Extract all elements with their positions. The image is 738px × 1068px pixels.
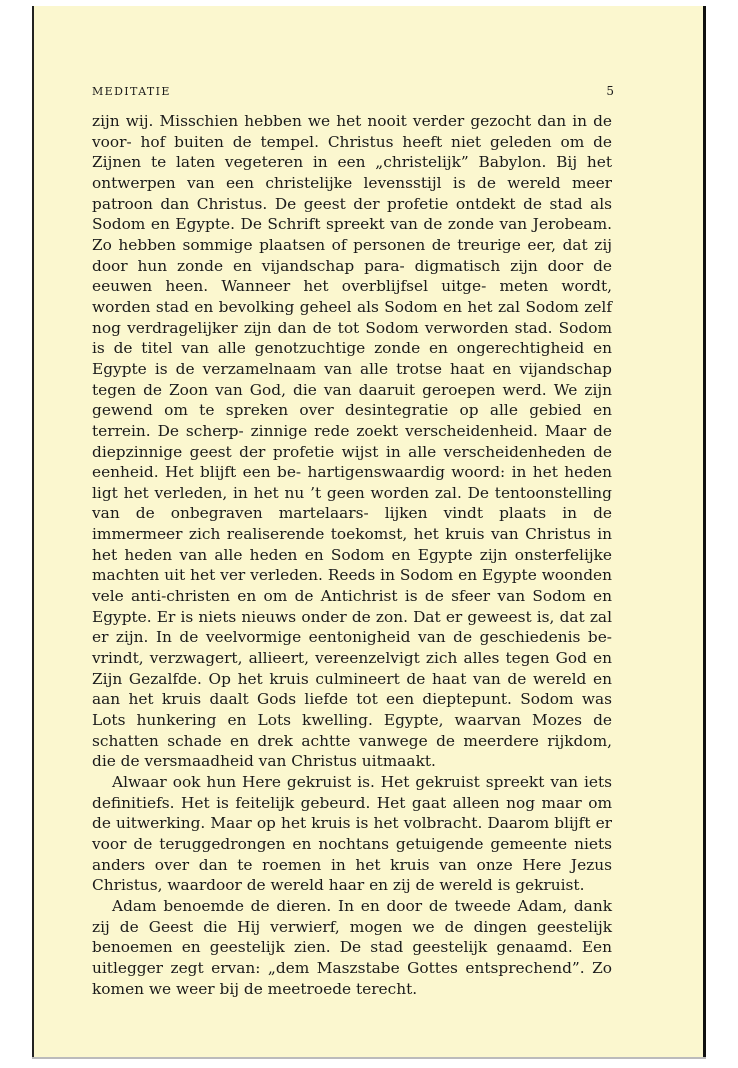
body-text (92, 111, 612, 999)
paragraph-2: Alwaar ook hun Here gekruist is. Het gekruist spreekt van iets definitiefs. Het is feitelijk gebeurd. Het gaat alleen nog maar om de uitwerking. Maar op het kruis is het volbracht. Daarom blijft er voor de teruggedrongen en nochtans getuigende gemeente niets anders over dan te roemen in het kruis van onze Here Jezus Christus, waardoor de wereld haar en zij de wereld is gekruist. (92, 773, 612, 895)
running-header (92, 84, 614, 98)
running-title: MEDITATIE (92, 85, 171, 98)
paragraph-3: Adam benoemde de dieren. In en door de tweede Adam, dank zij de Geest die Hij verwierf, mogen we de dingen geestelijk benoemen en geestelijk zien. De stad geestelijk genaamd. Een uitlegger zegt ervan: „dem Maszstabe Gottes entsprechend”. Zo komen we weer bij de meetroede terecht. (92, 896, 612, 998)
page-bottom-edge (32, 1057, 706, 1059)
paragraph-1: zijn wij. Misschien hebben we het nooit verder gezocht dan in de voor- hof buiten de tempel. Christus heeft niet geleden om de Zijnen te laten vegeteren in een „christelijk” Babylon. Bij het ontwerpen van een christelijke levensstijl is de wereld meer patroon dan Christus. De geest der profetie ontdekt de stad als Sodom en Egypte. De Schrift spreekt van de zonde van Jerobeam. Zo hebben sommige plaatsen of personen de treurige eer, dat zij door hun zonde en vijandschap para- digmatisch zijn door de eeuwen heen. Wanneer het overblijfsel uitge- meten wordt, worden stad en bevolking geheel als Sodom en het zal Sodom zelf nog verdragelijker zijn dan de tot Sodom verworden stad. Sodom is de titel van alle genotzuchtige zonde en ongerechtigheid en Egypte is de verzamelnaam van alle trotse haat en vijandschap tegen de Zoon van God, die van daaruit geroepen werd. We zijn gewend om te spreken over desintegratie op alle gebied en terrein. De scherp- zinnige rede zoekt verscheidenheid. Maar de diepzinnige geest der profetie wijst in alle verscheidenheden de eenheid. Het blijft een be- hartigenswaardig woord: in het heden ligt het verleden, in het nu ’t geen worden zal. De tentoonstelling van de onbegraven martelaars- lijken vindt plaats in de immermeer zich realiserende toekomst, het kruis van Christus in het heden van alle heden en Sodom en Egypte zijn onsterfelijke machten uit het ver verleden. Reeds in Sodom en Egypte woonden vele anti-christen en om de Antichrist is de sfeer van Sodom en Egypte. Er is niets nieuws onder de zon. Dat er geweest is, dat zal er zijn. In de veelvormige eentonigheid van de geschiedenis be- vrindt, verzwagert, allieert, vereenzelvigt zich alles tegen God en Zijn Gezalfde. Op het kruis culmineert de haat van de wereld en aan het kruis daalt Gods liefde tot een dieptepunt. Sodom was Lots hunkering en Lots kwelling. Egypte, waarvan Mozes de schatten schade en drek achtte vanwege de meerdere rijkdom, die de versmaadheid van Christus uitmaakt. (92, 112, 612, 771)
page-number: 5 (606, 84, 614, 98)
